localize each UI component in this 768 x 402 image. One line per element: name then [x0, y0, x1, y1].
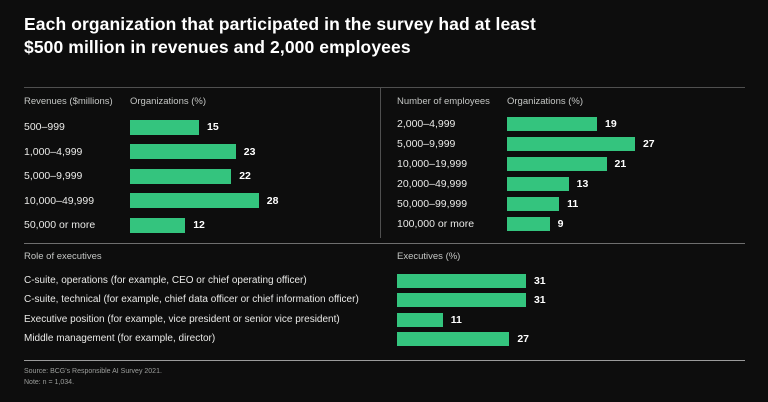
chart-row [397, 154, 747, 174]
divider-vertical [380, 88, 381, 238]
category-label: 5,000–9,999 [397, 138, 456, 150]
bar [507, 117, 597, 131]
bar [397, 332, 509, 346]
bar-track [130, 193, 376, 208]
roles-header-row [24, 251, 745, 263]
category-label: 5,000–9,999 [24, 170, 83, 183]
value-label: 31 [533, 274, 546, 287]
divider-footer [24, 360, 745, 361]
value-label: 9 [557, 218, 564, 230]
chart-section-employees [397, 96, 747, 234]
roles-value-header: Executives (%) [397, 251, 461, 262]
bar [130, 193, 259, 208]
chart-row [397, 114, 747, 134]
bar-track [397, 313, 745, 327]
bar [507, 137, 635, 151]
value-label: 28 [266, 194, 279, 207]
bar [507, 217, 550, 231]
chart-row [24, 271, 745, 291]
title-line-1: Each organization that participated in the survey had at least [24, 14, 536, 34]
bar-track [507, 177, 747, 191]
chart-row [24, 330, 745, 350]
value-label: 12 [193, 219, 205, 232]
bar [507, 157, 607, 171]
value-label: 27 [642, 138, 655, 150]
category-label: 10,000–19,999 [397, 158, 468, 170]
category-label: 1,000–4,999 [24, 145, 83, 158]
chart-section-revenues [24, 96, 376, 238]
bar-track [397, 293, 745, 307]
roles-axis-title: Role of executives [24, 251, 102, 262]
bar-track [507, 217, 747, 231]
category-label: C-suite, technical (for example, chief data officer or chief information officer) [24, 294, 359, 306]
revenues-value-header: Organizations (%) [130, 96, 207, 107]
chart-row [24, 189, 376, 214]
chart-row [24, 115, 376, 140]
value-label: 15 [207, 121, 219, 134]
bar-track [130, 144, 376, 159]
employees-value-header: Organizations (%) [507, 96, 584, 107]
bar-track [130, 218, 376, 233]
rows-employees [397, 114, 747, 234]
chart-row [24, 164, 376, 189]
category-label: 50,000 or more [24, 219, 96, 232]
category-label: 100,000 or more [397, 218, 475, 230]
bar-track [507, 137, 747, 151]
chart-row [397, 174, 747, 194]
value-label: 19 [605, 118, 617, 130]
chart-row [24, 140, 376, 165]
chart-row [397, 194, 747, 214]
chart-row [24, 213, 376, 238]
bar-track [130, 169, 376, 184]
rows-revenues [24, 115, 376, 238]
bar [130, 120, 199, 135]
employees-header-row [397, 96, 747, 108]
category-label: 500–999 [24, 121, 65, 134]
bar [507, 177, 569, 191]
bar [397, 274, 526, 288]
bar-track [130, 120, 376, 135]
footer-notes [24, 366, 162, 388]
chart-row [397, 134, 747, 154]
value-label: 22 [239, 170, 251, 183]
value-label: 31 [533, 294, 546, 307]
page-title [24, 13, 724, 59]
chart-row [397, 214, 747, 234]
value-label: 11 [567, 198, 579, 210]
source-note: Source: BCG's Responsible AI Survey 2021. [24, 368, 162, 375]
revenues-header-row [24, 96, 376, 108]
bar [397, 293, 526, 307]
title-line-2: $500 million in revenues and 2,000 employees [24, 37, 411, 57]
employees-axis-title: Number of employees [397, 96, 490, 107]
value-label: 13 [576, 178, 589, 190]
bar-track [507, 157, 747, 171]
category-label: 2,000–4,999 [397, 118, 456, 130]
value-label: 21 [614, 158, 627, 170]
value-label: 23 [243, 145, 256, 158]
bar [130, 169, 231, 184]
rows-roles [24, 271, 745, 349]
sample-size-note: Note: n = 1,034. [24, 379, 75, 386]
divider-under-title [24, 87, 745, 88]
bar [130, 218, 185, 233]
bar-track [397, 332, 745, 346]
chart-row [24, 310, 745, 330]
bar-track [507, 197, 747, 211]
bar-track [397, 274, 745, 288]
category-label: 10,000–49,999 [24, 194, 95, 207]
bar [507, 197, 559, 211]
divider-middle [24, 243, 745, 244]
category-label: 20,000–49,999 [397, 178, 468, 190]
category-label: C-suite, operations (for example, CEO or chief operating officer) [24, 274, 307, 286]
value-label: 11 [450, 313, 462, 326]
category-label: 50,000–99,999 [397, 198, 468, 210]
value-label: 27 [517, 333, 529, 346]
chart-row [24, 291, 745, 311]
revenues-axis-title: Revenues ($millions) [24, 96, 113, 107]
chart-section-roles [24, 251, 745, 349]
bar [397, 313, 443, 327]
category-label: Middle management (for example, director) [24, 333, 216, 345]
category-label: Executive position (for example, vice president or senior vice president) [24, 313, 340, 325]
bar [130, 144, 236, 159]
bar-track [507, 117, 747, 131]
